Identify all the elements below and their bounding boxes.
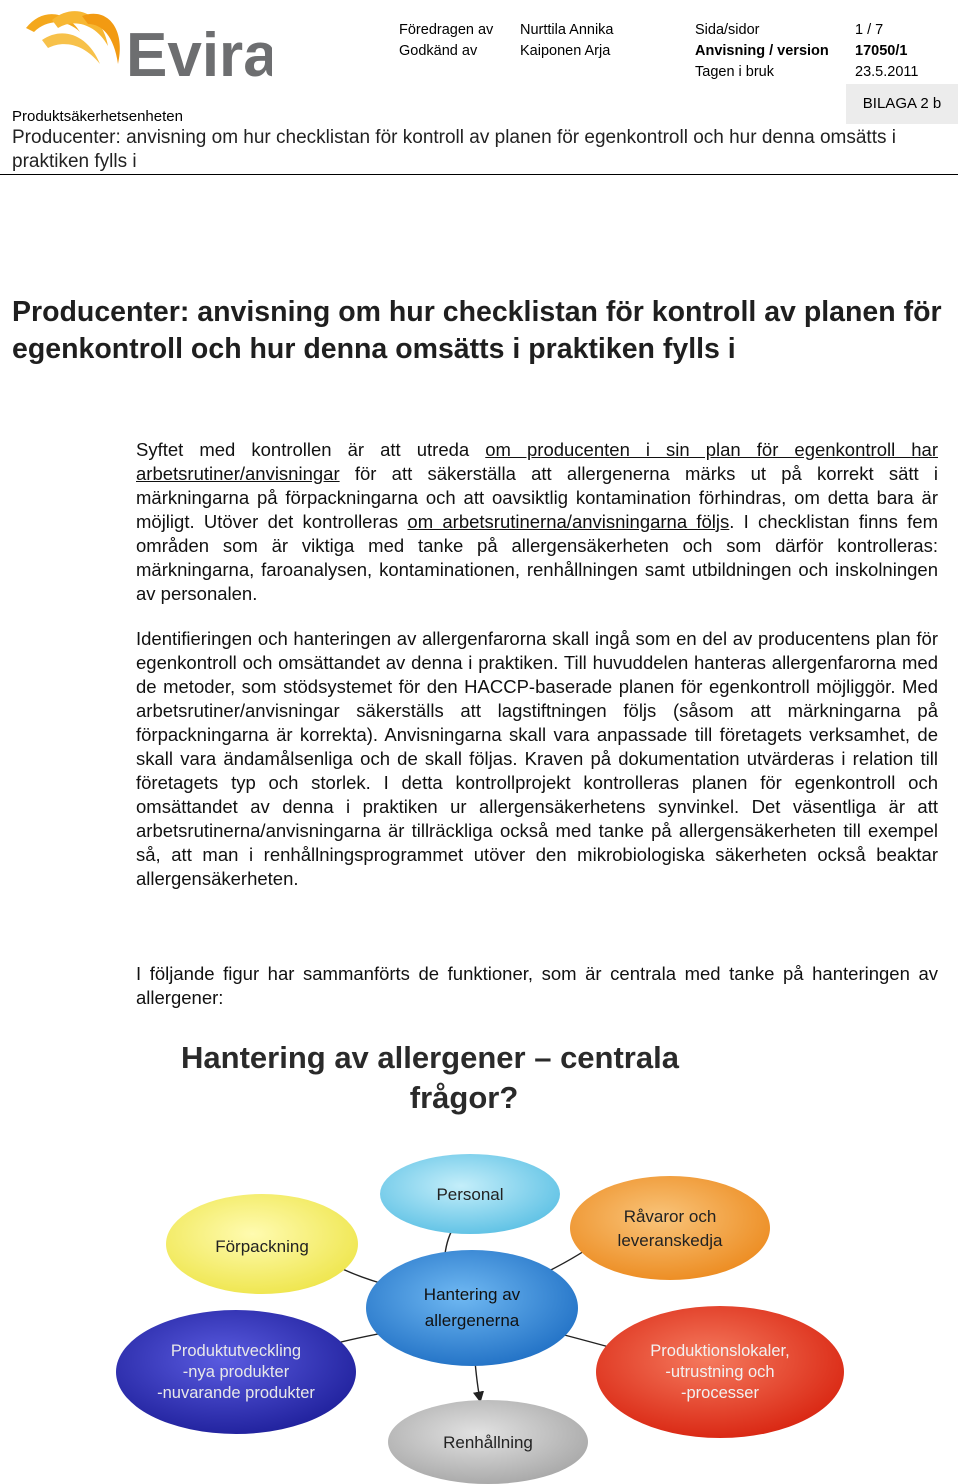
paragraph-identification: Identifieringen och hanteringen av allergenfarorna skall ingå som en del av producentens plan för egenkontroll och omsättandet av denna i praktiken. Till huvuddelen hanteras allergenfarorna med de metoder, som stödsystemet för den HACCP-baserade planen för egenkontroll möjliggör. Med arbetsrutiner/anvisningar säkerställs att lagstiftningen följs (såsom att märkningarna på förpackningarna är korrekta). Anvisningarna skall vara anpassade till företagets verksamhet, de skall vara ändamålsenliga och de skall följas. Kraven på dokumentation utvärderas i relation till företagets typ och storlek. I detta kontrollprojekt kontrolleras planen för egenkontroll och omsättandet av denna i praktiken ur allergensäkerhetens synvinkel. Det väsentliga är att arbetsrutinerna/anvisningarna är tillräckliga också med tanke på allergensäkerheten till exempel så, att man i renhållningsprogrammet utöver den mikrobiologiska säkerheten också beaktar allergensäkerheten. — [136, 628, 938, 889]
unit-name: Produktsäkerhetsenheten — [12, 108, 183, 125]
meta-label-presented: Föredragen av — [399, 22, 494, 38]
meta-value-presented: Nurttila Annika — [520, 22, 614, 38]
evira-logo — [22, 6, 272, 84]
p1-text-a: Syftet med kontrollen är att utreda — [136, 439, 486, 460]
p1-text-underlined-2: om arbetsrutinerna/anvisningarna följs — [407, 511, 730, 532]
node-center-label-2: allergenerna — [424, 1311, 520, 1330]
evira-logo-mark — [22, 6, 272, 84]
figure-title-line2: frågor? — [409, 1080, 519, 1115]
node-personal-label: Personal — [436, 1185, 504, 1204]
p1-text-e: . I checklistan finns fem områden som är viktiga med tanke på allergensäkerheten och som därför kontrolleras: märkningarna, faroanalysen, kontaminationen, renhållningen samt utbildningen och inskolningen av personalen. — [136, 511, 938, 604]
node-facilities-label-3: -processer — [681, 1384, 759, 1402]
meta-label-pages: Sida/sidor — [695, 22, 760, 38]
node-product-label-1: Produktutveckling — [170, 1342, 302, 1360]
p1-text-c: för att säkerställa att allergenerna märks ut på korrekt sätt i märkningarna på förpackningarna och att oavsiktlig kontamination förhindras, om detta bara är möjligt. Utöver det kontrolleras — [136, 463, 938, 532]
allergen-handling-diagram — [114, 1028, 854, 1484]
header-subtitle: Producenter: anvisning om hur checklistan för kontroll av planen för egenkontroll och hur denna omsätts i praktiken fylls i — [12, 127, 896, 172]
meta-label-effective: Tagen i bruk — [695, 64, 774, 80]
node-raw-materials-label-1: Råvaror och — [623, 1207, 717, 1226]
node-center-label-1: Hantering av — [423, 1285, 521, 1304]
header-divider — [0, 174, 958, 175]
node-product-development — [116, 1310, 356, 1434]
node-production-facilities — [596, 1306, 844, 1438]
meta-value-pages: 1 / 7 — [855, 22, 884, 38]
node-facilities-label-1: Produktionslokaler, — [650, 1342, 790, 1360]
node-product-label-2: -nya produkter — [182, 1363, 290, 1381]
node-cleaning-label: Renhållning — [443, 1433, 533, 1452]
paragraph-figure-intro: I följande figur har sammanförts de funktioner, som är centrala med tanke på hanteringen av allergener: — [136, 963, 938, 1008]
page-title: Producenter: anvisning om hur checklistan för kontroll av planen för egenkontroll och hur denna omsätts i praktiken fylls i — [12, 296, 942, 365]
node-cleaning — [388, 1400, 588, 1484]
paragraph-purpose — [136, 438, 938, 606]
meta-label-approved: Godkänd av — [399, 43, 478, 59]
node-personal — [380, 1154, 560, 1234]
node-center — [366, 1250, 578, 1366]
meta-value-version: 17050/1 — [855, 43, 908, 59]
p1-text-underlined-1: om producenten i sin plan för egenkontroll har arbetsrutiner/anvisningar — [136, 439, 938, 484]
node-product-label-3: -nuvarande produkter — [157, 1384, 315, 1402]
logo-text: Evira — [126, 21, 272, 84]
figure-title-line1: Hantering av allergener – centrala — [181, 1040, 679, 1075]
appendix-badge: BILAGA 2 b — [846, 84, 958, 124]
meta-value-effective: 23.5.2011 — [855, 64, 919, 80]
node-facilities-label-2: -utrustning och — [665, 1363, 775, 1381]
node-raw-materials-label-2: leveranskedja — [617, 1231, 723, 1250]
node-packaging-label: Förpackning — [215, 1237, 309, 1256]
meta-label-version: Anvisning / version — [695, 43, 829, 59]
node-packaging — [166, 1194, 358, 1294]
meta-value-approved: Kaiponen Arja — [520, 43, 611, 59]
node-raw-materials — [570, 1176, 770, 1280]
